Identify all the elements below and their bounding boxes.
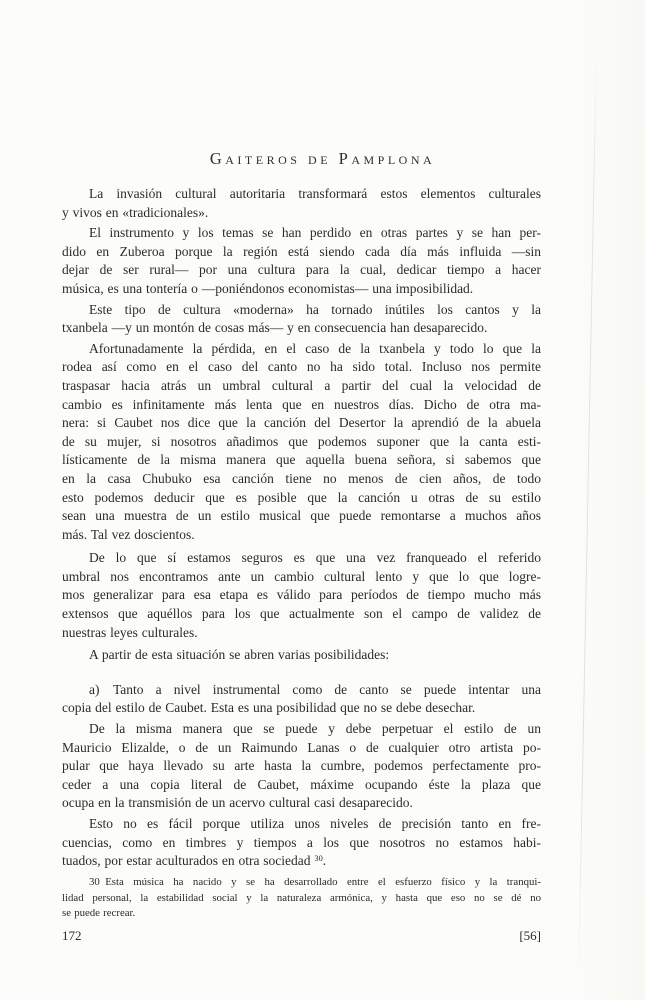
text-line: extensos que aquéllos para los que actualmente son el campo de validez de	[62, 606, 541, 622]
text-line: lísticamente de la misma manera que aquella buena señora, si sabemos que	[62, 452, 541, 468]
text-line: copia del estilo de Caubet. Esta es una posibilidad que no se debe desechar.	[62, 700, 476, 716]
paragraph	[62, 647, 541, 666]
scan-fold-line	[578, 45, 597, 985]
page-number-right: [56]	[519, 928, 541, 943]
text-line: música, es una tontería o —poniéndonos economistas— una imposibilidad.	[62, 280, 474, 296]
text-line: rodea así como en el caso del canto no ha sido total. Incluso nos permite	[62, 359, 541, 375]
text-line: dejar de ser rural— por una cultura para la cual, dedicar tiempo a hacer	[62, 262, 541, 278]
text-line: pular que haya llevado su arte hasta la cumbre, podemos perfectamente pro-	[62, 758, 541, 774]
text-line: mos generalizar para esa etapa es válido para períodos de tiempo mucho más	[62, 587, 541, 603]
paragraph	[62, 550, 541, 643]
text-line: dido en Zuberoa porque la región está siendo cada día más influida —sin	[62, 243, 541, 259]
text-line: y vivos en «tradicionales».	[62, 204, 209, 220]
paragraph	[62, 225, 541, 299]
paragraph	[62, 816, 541, 872]
text-line: ceder a una copia literal de Caubet, máxime ocupando éste la plaza que	[62, 776, 541, 792]
text-line: ocupa en la transmisión de un acervo cultural casi desaparecido.	[62, 795, 413, 811]
text-line: de su mujer, si nosotros añadimos que podemos suponer que la canta esti-	[62, 433, 541, 449]
text-line: Mauricio Elizalde, o de un Raimundo Lanas o de cualquier otro artista po-	[62, 739, 541, 755]
body-paragraphs	[62, 186, 541, 872]
footnote-reference: 30	[314, 854, 323, 864]
paragraph	[62, 302, 541, 339]
text-line: Afortunadamente la pérdida, en el caso de la txanbela y todo lo que la	[89, 340, 541, 356]
footnote-line: se puede recrear.	[62, 907, 136, 920]
footnote-line: 30 Esta música ha nacido y se ha desarrollado entre el esfuerzo físico y la tranqui-	[89, 876, 541, 888]
paragraph	[62, 721, 541, 814]
text-line: txanbela —y un montón de cosas más— y en consecuencia han desaparecido.	[62, 320, 488, 336]
text-line: a) Tanto a nivel instrumental como de canto se puede intentar una	[89, 681, 541, 697]
text-line: Este tipo de cultura «moderna» ha tornado inútiles los cantos y la	[89, 301, 541, 317]
footnote-line: lidad personal, la estabilidad social y la naturaleza armónica, y hasta que eso no se dé no	[62, 891, 541, 904]
text-line: tuados, por estar aculturados en otra sociedad $^{30}$.	[62, 853, 327, 869]
text-line: más. Tal vez doscientos.	[62, 526, 195, 542]
text-line: La invasión cultural autoritaria transformará estos elementos culturales	[89, 186, 541, 201]
text-line: A partir de esta situación se abren varias posibilidades:	[89, 647, 390, 663]
text-line: nuestras leyes culturales.	[62, 624, 198, 640]
text-line: esto podemos deducir que es posible que la canción u otras de su estilo	[62, 489, 541, 505]
text-line: umbral nos encontramos ante un cambio cultural lento y que lo que logre-	[62, 568, 541, 584]
text-line: Esto no es fácil porque utiliza unos niveles de precisión tanto en fre-	[89, 816, 541, 831]
paragraph	[62, 186, 541, 223]
page-number-left: 172	[62, 928, 82, 943]
text-line: El instrumento y los temas se han perdido en otras partes y se han per-	[89, 225, 541, 241]
footnote	[62, 876, 541, 923]
page-title: Gaiteros de Pamplona	[209, 149, 436, 168]
text-line: en la casa Chubuko esa canción tiene no menos de cien años, de todo	[62, 470, 541, 486]
paragraph	[62, 341, 541, 546]
text-line: nera: si Caubet nos dice que la canción del Desertor la aprendió de la abuela	[62, 415, 541, 431]
paragraph	[62, 682, 541, 719]
text-line: traspasar hacia atrás un umbral cultural a partir del cual la velocidad de	[62, 377, 541, 393]
page-footer	[62, 928, 541, 944]
text-line: cambio es infinitamente más lenta que en nuestros días. Dicho de otra ma-	[62, 396, 541, 412]
text-line: sean una muestra de un estilo musical que puede remontarse a muchos años	[62, 508, 541, 524]
text-line: cuencias, como en timbres y tiempos a los que nosotros no estamos habi-	[62, 834, 541, 850]
text-line: De la misma manera que se puede y debe perpetuar el estilo de un	[89, 721, 541, 737]
text-line: De lo que sí estamos seguros es que una vez franqueado el referido	[89, 550, 541, 566]
